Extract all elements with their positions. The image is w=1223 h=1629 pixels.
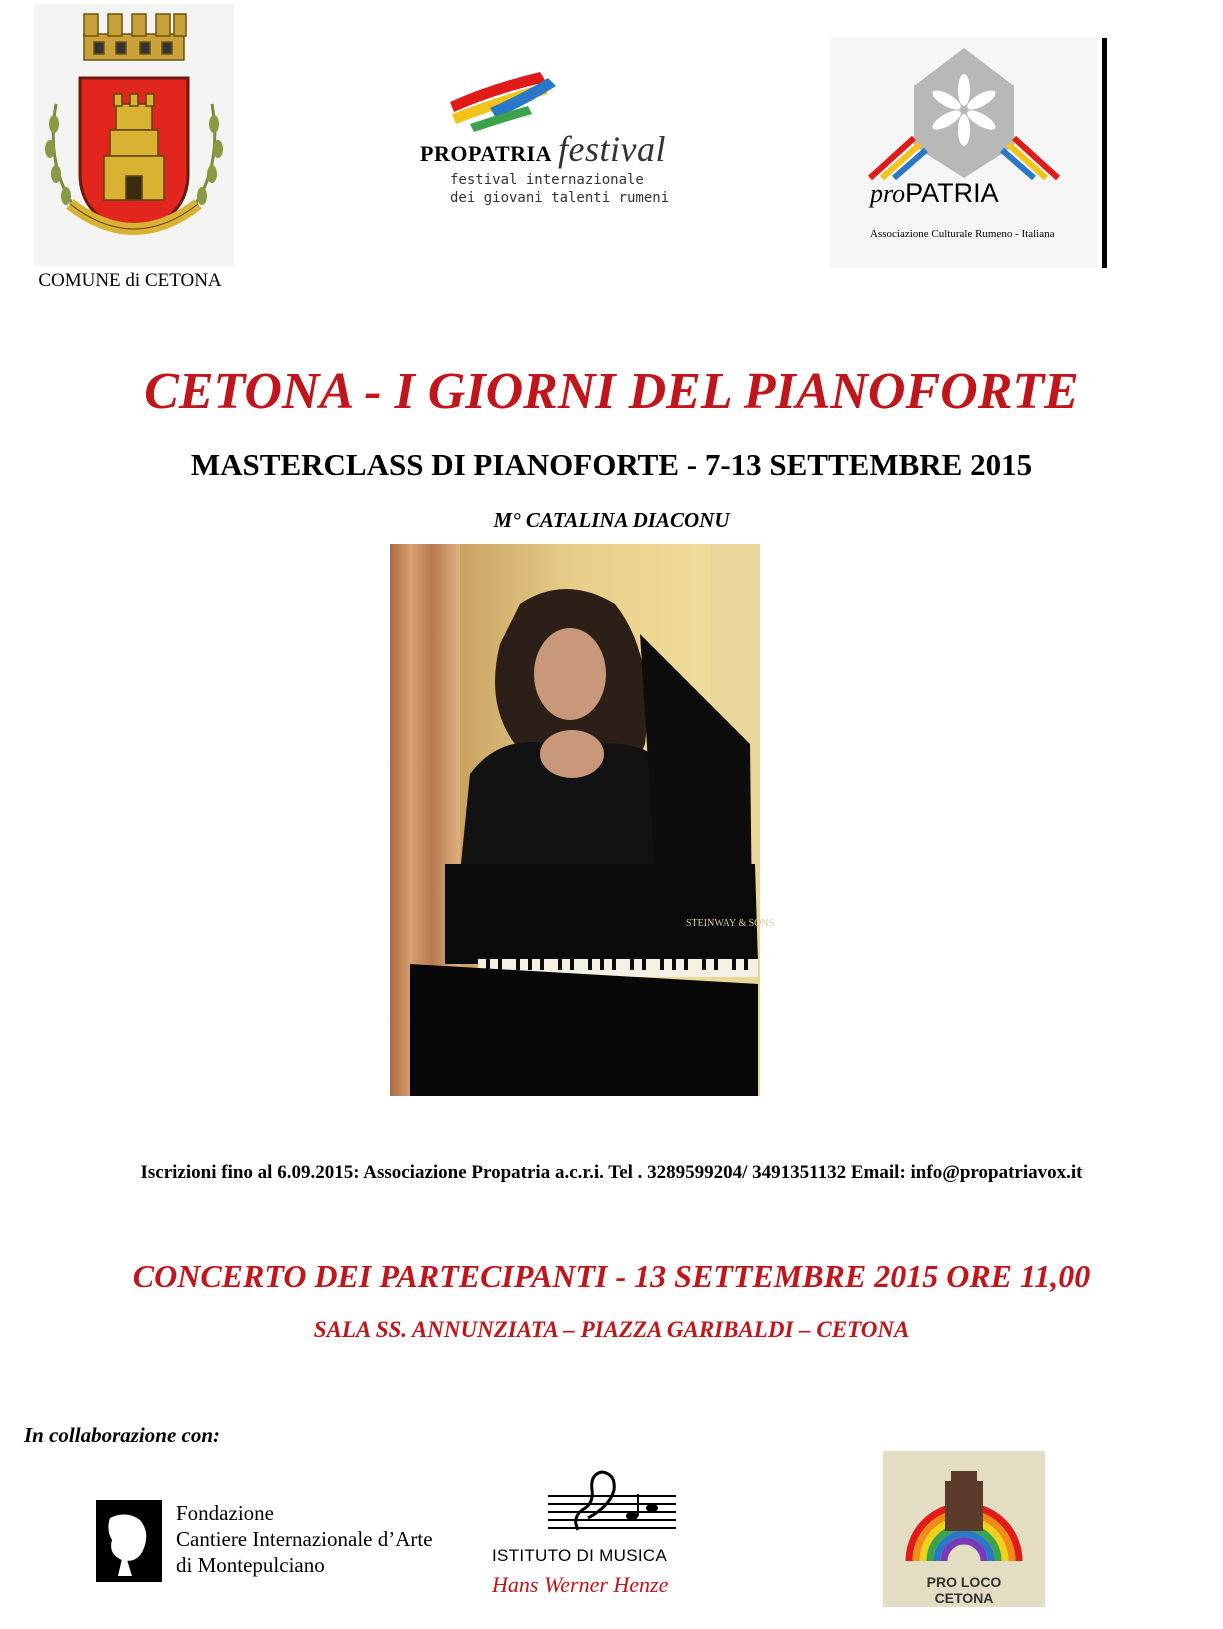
proloco-line2: CETONA bbox=[934, 1590, 994, 1606]
teacher-name: M° CATALINA DIACONU bbox=[493, 508, 730, 532]
proloco-line1: PRO LOCO bbox=[926, 1574, 1002, 1590]
pianist-with-piano-image bbox=[390, 544, 775, 1096]
fondazione-line2: Cantiere Internazionale d’Arte bbox=[176, 1527, 433, 1551]
comune-crest-logo bbox=[34, 4, 234, 266]
piano-brand-label: STEINWAY & SONS bbox=[686, 918, 775, 929]
fondazione-logo-icon bbox=[96, 1500, 162, 1582]
festival-stripes-icon bbox=[430, 64, 710, 134]
comune-label: COMUNE di CETONA bbox=[38, 270, 222, 291]
istituto-signature: Hans Werner Henze bbox=[492, 1572, 669, 1597]
page-title: CETONA - I GIORNI DEL PIANOFORTE bbox=[144, 363, 1079, 420]
propatria-name-pro: pro bbox=[870, 179, 906, 208]
istituto-name: ISTITUTO DI MUSICA bbox=[492, 1546, 668, 1565]
music-staff-icon bbox=[548, 1466, 676, 1538]
concert-venue: SALA SS. ANNUNZIATA – PIAZZA GARIBALDI – CETONA bbox=[313, 1317, 910, 1342]
festival-subtitle-line1: festival internazionale bbox=[450, 172, 644, 188]
registration-info: Iscrizioni fino al 6.09.2015: Associazione Propatria a.c.r.i. Tel . 3289599204/ 3491351132 Email: info@propatriavox.it bbox=[140, 1162, 1083, 1183]
propatria-hexagon-icon bbox=[830, 38, 1098, 178]
collaboration-label: In collaborazione con: bbox=[24, 1423, 221, 1447]
festival-name-italic: festival bbox=[558, 129, 666, 169]
festival-name bbox=[420, 128, 666, 170]
concert-title: CONCERTO DEI PARTECIPANTI - 13 SETTEMBRE 2015 ORE 11,00 bbox=[132, 1258, 1091, 1294]
masterclass-subtitle: MASTERCLASS DI PIANOFORTE - 7-13 SETTEMBRE 2015 bbox=[190, 447, 1033, 482]
festival-subtitle-line2: dei giovani talenti rumeni bbox=[450, 190, 670, 206]
fondazione-line1: Fondazione bbox=[176, 1501, 274, 1525]
propatria-name bbox=[870, 178, 999, 209]
crest-icon bbox=[34, 4, 234, 266]
pianist-photo bbox=[390, 544, 775, 1096]
propatria-subtitle: Associazione Culturale Rumeno - Italiana bbox=[870, 228, 1055, 240]
festival-name-bold: PROPATRIA bbox=[420, 141, 553, 166]
proloco-name bbox=[883, 1574, 1045, 1606]
header-divider bbox=[1102, 38, 1107, 268]
fondazione-name bbox=[176, 1500, 433, 1578]
rainbow-icon bbox=[883, 1451, 1045, 1571]
fondazione-line3: di Montepulciano bbox=[176, 1553, 325, 1577]
propatria-name-patria: PATRIA bbox=[905, 178, 999, 208]
